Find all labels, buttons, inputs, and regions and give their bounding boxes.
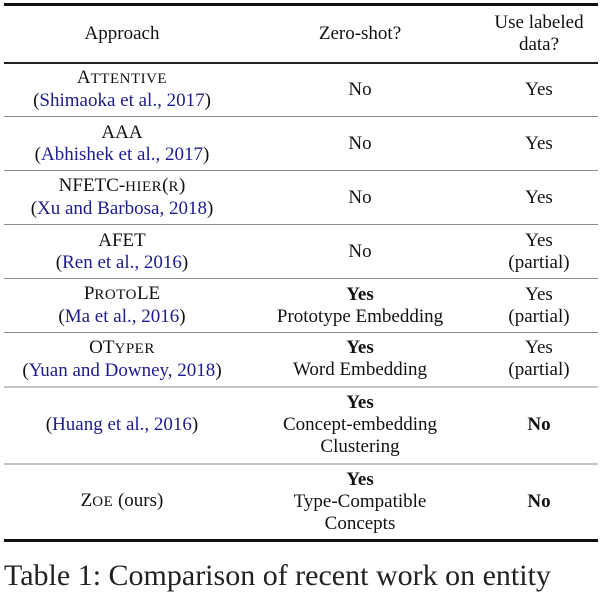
table-caption: Table 1: Comparison of recent work on entity bbox=[4, 559, 551, 592]
table-row bbox=[4, 171, 598, 225]
approach-cell: OTYPER (Yuan and Downey, 2018) bbox=[4, 333, 240, 387]
labeled-data-cell: No bbox=[480, 387, 598, 464]
header-zero-shot: Zero-shot? bbox=[240, 5, 480, 63]
approach-name: ATTENTIVE bbox=[76, 67, 168, 89]
approach-name: AAA bbox=[101, 121, 143, 143]
zero-shot-cell: Yes Word Embedding bbox=[240, 333, 480, 387]
comparison-table bbox=[4, 3, 598, 542]
comparison-table-container bbox=[4, 3, 598, 542]
labeled-data-cell: Yes bbox=[480, 63, 598, 117]
citation-link[interactable]: Ma et al., 2016 bbox=[64, 306, 180, 327]
table-row bbox=[4, 63, 598, 117]
citation-link[interactable]: Abhishek et al., 2017 bbox=[40, 143, 203, 165]
approach-cell: (Huang et al., 2016) bbox=[4, 387, 240, 464]
table-row bbox=[4, 464, 598, 541]
zero-shot-cell: No bbox=[240, 225, 480, 279]
approach-name: ZOE (ours) bbox=[80, 490, 164, 512]
header-use-labeled-data: Use labeled data? bbox=[480, 5, 598, 63]
approach-cell: PROTOLE (Ma et al., 2016) bbox=[4, 279, 240, 333]
approach-cell: NFETC-HIER(R) (Xu and Barbosa, 2018) bbox=[4, 171, 240, 225]
table-row bbox=[4, 117, 598, 171]
labeled-data-cell: Yes (partial) bbox=[480, 279, 598, 333]
approach-name: OTYPER bbox=[89, 336, 155, 358]
approach-name: PROTOLE bbox=[83, 283, 161, 304]
table-row bbox=[4, 333, 598, 387]
labeled-data-cell: Yes (partial) bbox=[480, 333, 598, 387]
citation-link[interactable]: Shimaoka et al., 2017 bbox=[39, 90, 205, 112]
approach-cell: AAA (Abhishek et al., 2017) bbox=[4, 117, 240, 171]
zero-shot-cell: No bbox=[240, 171, 480, 225]
citation-link[interactable]: Huang et al., 2016 bbox=[52, 414, 192, 435]
table-row bbox=[4, 279, 598, 333]
labeled-data-cell: No bbox=[480, 464, 598, 541]
approach-cell bbox=[4, 464, 240, 541]
zero-shot-cell: Yes Concept-embedding Clustering bbox=[240, 387, 480, 464]
approach-name: AFET bbox=[98, 229, 146, 251]
citation-link[interactable]: Yuan and Downey, 2018 bbox=[28, 359, 216, 381]
citation-link[interactable]: Xu and Barbosa, 2018 bbox=[37, 198, 207, 219]
zero-shot-cell: No bbox=[240, 117, 480, 171]
approach-cell: AFET (Ren et al., 2016) bbox=[4, 225, 240, 279]
citation-link[interactable]: Ren et al., 2016 bbox=[62, 251, 182, 273]
zero-shot-cell: No bbox=[240, 63, 480, 117]
labeled-data-cell: Yes (partial) bbox=[480, 225, 598, 279]
labeled-data-cell: Yes bbox=[480, 171, 598, 225]
table-row bbox=[4, 387, 598, 464]
approach-name: NFETC-HIER(R) bbox=[58, 175, 186, 196]
header-row bbox=[4, 5, 598, 63]
approach-cell: ATTENTIVE (Shimaoka et al., 2017) bbox=[4, 63, 240, 117]
table-row bbox=[4, 225, 598, 279]
labeled-data-cell: Yes bbox=[480, 117, 598, 171]
header-approach: Approach bbox=[4, 5, 240, 63]
zero-shot-cell: Yes Type-Compatible Concepts bbox=[240, 464, 480, 541]
zero-shot-cell: Yes Prototype Embedding bbox=[240, 279, 480, 333]
